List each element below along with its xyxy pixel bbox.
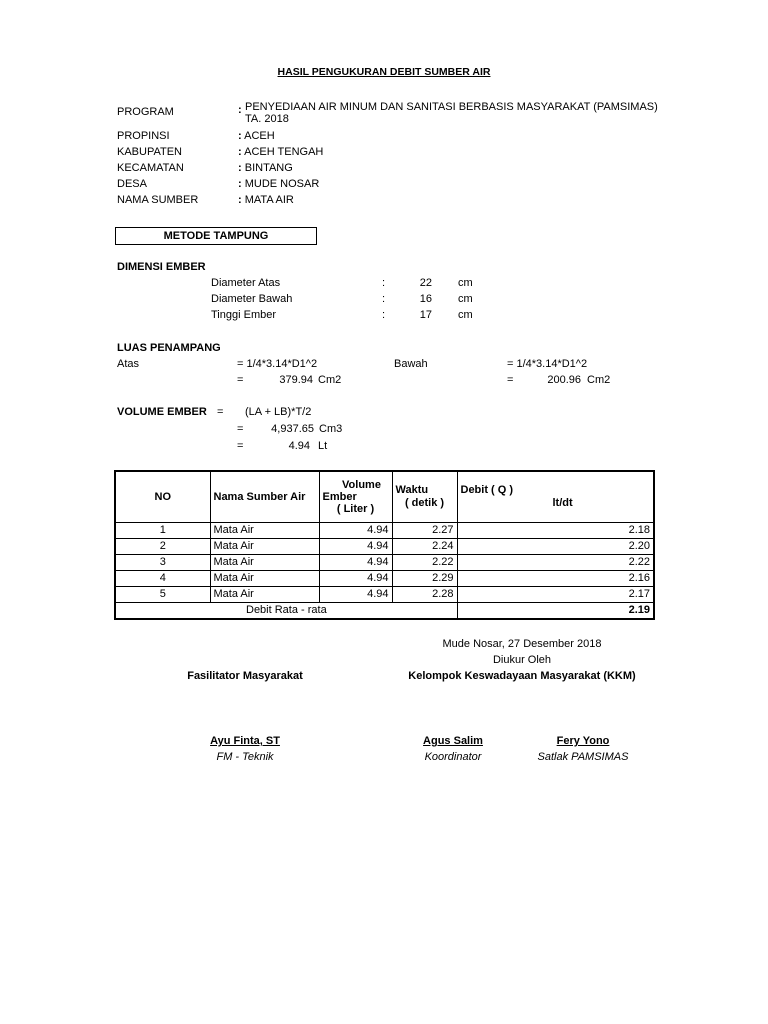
header-waktu-line1: Waktu xyxy=(395,484,429,496)
cell-no: 2 xyxy=(115,539,210,555)
info-colon-desa: : MUDE NOSAR xyxy=(238,178,320,190)
cell-waktu: 2.22 xyxy=(392,555,457,571)
table-row xyxy=(115,539,654,555)
place-date: Mude Nosar, 27 Desember 2018 xyxy=(442,638,602,650)
luas-atas-value: 379.94 xyxy=(279,374,313,386)
cell-waktu: 2.28 xyxy=(392,587,457,603)
method-box: METODE TAMPUNG xyxy=(115,227,317,245)
cell-debit: 2.16 xyxy=(457,571,654,587)
dimensi-value-bawah: 16 xyxy=(419,293,432,305)
info-value-propinsi: ACEH xyxy=(244,130,275,142)
header-no: NO xyxy=(115,471,210,523)
luas-bawah-label: Bawah xyxy=(394,358,428,370)
signer-name-1: Ayu Finta, ST xyxy=(210,735,280,747)
info-label-program: PROGRAM xyxy=(117,106,174,118)
cell-volume: 4.94 xyxy=(319,587,392,603)
table-header-row xyxy=(115,471,654,523)
signer-role-3: Satlak PAMSIMAS xyxy=(537,751,629,763)
cell-no: 3 xyxy=(115,555,210,571)
info-colon-program: : xyxy=(238,104,242,116)
info-label-nama-sumber: NAMA SUMBER xyxy=(117,194,199,206)
info-value-kabupaten: ACEH TENGAH xyxy=(244,146,324,158)
header-nama: Nama Sumber Air xyxy=(210,471,319,523)
dimensi-heading: DIMENSI EMBER xyxy=(117,261,206,273)
info-value-program: PENYEDIAAN AIR MINUM DAN SANITASI BERBASIS MASYARAKAT (PAMSIMAS) xyxy=(245,101,658,113)
cell-nama: Mata Air xyxy=(210,555,319,571)
table-row xyxy=(115,587,654,603)
signer-role-2: Koordinator xyxy=(424,751,482,763)
header-volume xyxy=(319,471,392,523)
signer-name-2: Agus Salim xyxy=(423,735,483,747)
luas-bawah-formula: = 1/4*3.14*D1^2 xyxy=(507,358,588,370)
luas-heading: LUAS PENAMPANG xyxy=(117,342,221,354)
luas-atas-eq: = xyxy=(237,374,244,386)
cell-no: 1 xyxy=(115,523,210,539)
dimensi-unit-tinggi: cm xyxy=(458,309,473,321)
cell-waktu: 2.27 xyxy=(392,523,457,539)
cell-debit: 2.20 xyxy=(457,539,654,555)
dimensi-value-atas: 22 xyxy=(419,277,432,289)
cell-nama: Mata Air xyxy=(210,587,319,603)
info-label-kecamatan: KECAMATAN xyxy=(117,162,184,174)
cell-no: 4 xyxy=(115,571,210,587)
volume-value-cm3: 4,937.65 xyxy=(271,423,314,435)
info-colon-kecamatan: : BINTANG xyxy=(238,162,293,174)
right-group-label: Kelompok Keswadayaan Masyarakat (KKM) xyxy=(408,670,636,682)
dimensi-sep-tinggi: : xyxy=(382,309,386,321)
header-waktu xyxy=(392,471,457,523)
cell-nama: Mata Air xyxy=(210,539,319,555)
info-value-kecamatan: BINTANG xyxy=(244,162,293,174)
luas-bawah-eq: = xyxy=(507,374,514,386)
info-label-desa: DESA xyxy=(117,178,147,190)
info-colon-nama-sumber: : MATA AIR xyxy=(238,194,294,206)
table-row xyxy=(115,523,654,539)
volume-value-lt: 4.94 xyxy=(288,440,310,452)
dimensi-sep-bawah: : xyxy=(382,293,386,305)
cell-no: 5 xyxy=(115,587,210,603)
header-debit xyxy=(457,471,654,523)
avg-value: 2.19 xyxy=(457,603,654,620)
left-group-label: Fasilitator Masyarakat xyxy=(187,670,303,682)
debit-table xyxy=(114,470,655,620)
cell-waktu: 2.24 xyxy=(392,539,457,555)
header-debit-line1: Debit ( Q ) xyxy=(460,484,514,496)
header-debit-line2: lt/dt xyxy=(552,497,573,509)
cell-debit: 2.17 xyxy=(457,587,654,603)
luas-bawah-value: 200.96 xyxy=(547,374,581,386)
info-colon-propinsi: : ACEH xyxy=(238,130,275,142)
info-label-kabupaten: KABUPATEN xyxy=(117,146,182,158)
cell-nama: Mata Air xyxy=(210,571,319,587)
info-value-nama-sumber: MATA AIR xyxy=(244,194,294,206)
luas-bawah-unit: Cm2 xyxy=(587,374,611,386)
header-volume-line2: Ember xyxy=(322,491,357,503)
volume-heading: VOLUME EMBER xyxy=(117,406,207,418)
dimensi-unit-atas: cm xyxy=(458,277,473,289)
info-value-program-year: TA. 2018 xyxy=(245,113,289,125)
cell-debit: 2.22 xyxy=(457,555,654,571)
cell-debit: 2.18 xyxy=(457,523,654,539)
cell-volume: 4.94 xyxy=(319,539,392,555)
volume-unit-cm3: Cm3 xyxy=(319,423,343,435)
header-volume-line3: ( Liter ) xyxy=(336,503,375,515)
cell-nama: Mata Air xyxy=(210,523,319,539)
volume-formula: (LA + LB)*T/2 xyxy=(245,406,312,418)
luas-atas-label: Atas xyxy=(117,358,140,370)
dimensi-unit-bawah: cm xyxy=(458,293,473,305)
dimensi-label-atas: Diameter Atas xyxy=(211,277,281,289)
dimensi-sep-atas: : xyxy=(382,277,386,289)
luas-atas-formula: = 1/4*3.14*D1^2 xyxy=(237,358,318,370)
signer-name-3: Fery Yono xyxy=(556,735,610,747)
dimensi-value-tinggi: 17 xyxy=(419,309,432,321)
volume-eq3: = xyxy=(237,440,244,452)
cell-volume: 4.94 xyxy=(319,523,392,539)
page-title: HASIL PENGUKURAN DEBIT SUMBER AIR xyxy=(277,66,491,78)
dimensi-label-bawah: Diameter Bawah xyxy=(211,293,293,305)
info-value-desa: MUDE NOSAR xyxy=(244,178,320,190)
table-row xyxy=(115,571,654,587)
signer-role-1: FM - Teknik xyxy=(216,751,274,763)
cell-waktu: 2.29 xyxy=(392,571,457,587)
info-colon-kabupaten: : ACEH TENGAH xyxy=(238,146,324,158)
dimensi-label-tinggi: Tinggi Ember xyxy=(211,309,277,321)
info-label-propinsi: PROPINSI xyxy=(117,130,170,142)
table-row xyxy=(115,555,654,571)
volume-eq2: = xyxy=(237,423,244,435)
header-waktu-line2: ( detik ) xyxy=(404,497,445,509)
luas-atas-unit: Cm2 xyxy=(318,374,342,386)
volume-unit-lt: Lt xyxy=(318,440,328,452)
cell-volume: 4.94 xyxy=(319,555,392,571)
cell-volume: 4.94 xyxy=(319,571,392,587)
header-volume-line1: Volume xyxy=(342,479,381,491)
volume-eq1: = xyxy=(217,406,224,418)
measured-by: Diukur Oleh xyxy=(492,654,552,666)
table-avg-row xyxy=(115,603,654,620)
avg-label: Debit Rata - rata xyxy=(115,603,457,620)
